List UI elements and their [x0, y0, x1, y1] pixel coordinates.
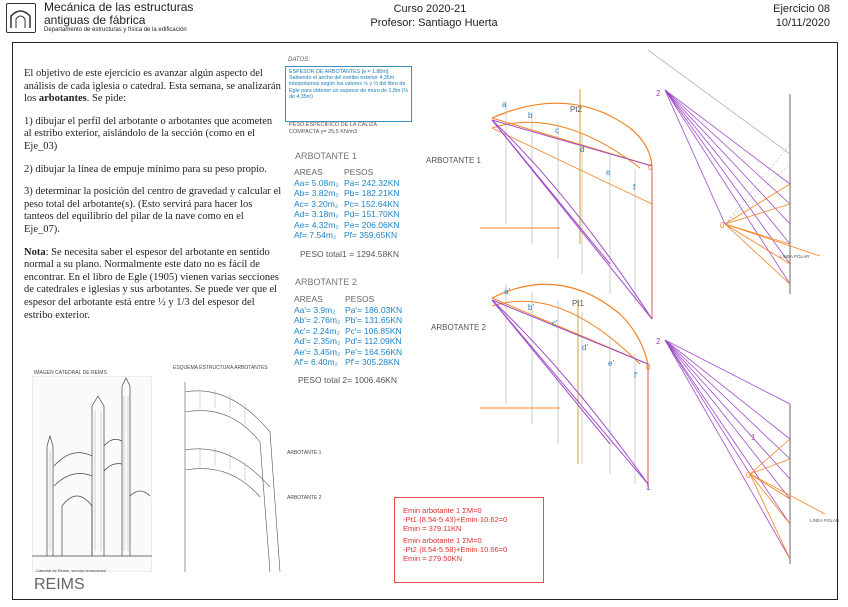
drawing-label-arbotante2: ARBOTANTE 2 [431, 323, 486, 332]
arbotante1-pesos: PESOS Pa= 242.32KN Pb= 182.21KN Pc= 152.64KN Pd= 151.70KN Pe= 206.06KN Pf= 359.65KN [344, 167, 400, 240]
reims-title: REIMS [34, 576, 85, 593]
intro-paragraph-1: El objetivo de este ejercicio es avanzar algún aspecto del análisis de cada iglesia o catedral. Esta semana, se analizarán los arbotantes. Se pide: [24, 68, 281, 105]
svg-text:b: b [528, 111, 533, 120]
arbotante1-title: ARBOTANTE 1 [295, 151, 357, 161]
drawing-label-arbotante1: ARBOTANTE 1 [426, 156, 481, 165]
svg-text:f: f [633, 183, 636, 192]
course-title-line2: antiguas de fábrica [44, 13, 146, 27]
force-polygon-2 [656, 337, 840, 564]
svg-text:0: 0 [746, 471, 751, 480]
arbotante2-areas: AREAS Aa'= 3.9m₂ Ab'= 2.76m₂ Ac'= 2.24m₂ Ad'= 2.35m₂ Ae'= 3.45m₂ Af'= 6.40m₂ [294, 294, 341, 367]
svg-text:LÍNEA POLAR: LÍNEA POLAR [810, 518, 840, 523]
exercise-date: 10/11/2020 [775, 17, 830, 29]
svg-text:LÍNEA POLAR: LÍNEA POLAR [780, 254, 810, 259]
datos-explanation: Sabiendo el ancho del estribo exterior 4,35m interpolamos según los valores ½ y ⅓ del libro de Egle para obtener un espesor de muro de 1,8m (⅔ de 4,35m) [289, 75, 408, 100]
intro-text [24, 68, 282, 332]
svg-text:f': f' [634, 371, 638, 380]
svg-text:1: 1 [646, 483, 651, 492]
svg-text:e': e' [608, 359, 614, 368]
svg-text:1: 1 [751, 433, 756, 442]
intro-paragraph-4: 3) determinar la posición del centro de gravedad y calcular el peso total del arbotante(s). (Esto servirá para hacer los tanteos del equilibrio del pilar de la nave como en el Eje_07). [24, 186, 282, 235]
svg-text:c: c [555, 126, 559, 135]
force-polygon-1 [648, 50, 820, 294]
intro-paragraph-3: 2) dibujar la línea de empuje mínimo para su peso propio. [24, 163, 267, 175]
school-logo-icon [6, 3, 36, 33]
datos-label: DATOS: [288, 57, 310, 63]
intro-paragraph-2: 1) dibujar el perfil del arbotante o arbotantes que acometen al estribo exterior, aislándolo de la sección (como en el Eje_03) [24, 115, 273, 152]
svg-text:0: 0 [646, 363, 651, 372]
svg-text:c': c' [552, 319, 558, 328]
emin-box: Emin arbotante 1 ΣM=0 -Pt1·(8.54-5.43)+Emin·10.62=0 Emin = 379.11KN Emin arbotante 1 ΣM=0 -Pt2·(8.54-5.58)+Emin·10.66=0 Emin = 279.50KN [394, 497, 544, 583]
svg-text:2: 2 [656, 337, 661, 346]
svg-text:0: 0 [720, 221, 725, 230]
svg-text:0: 0 [648, 163, 653, 172]
cathedral-image-note: Catedral de Reims, sección transversal [36, 568, 106, 573]
scheme-label-arbotante2: ARBOTANTE 2 [287, 495, 322, 501]
pt1-label: Pt1 [572, 299, 585, 308]
svg-text:a: a [502, 100, 507, 109]
svg-text:d: d [580, 145, 585, 154]
arbotante1-total: PESO total1 = 1294.58KN [300, 249, 399, 259]
scheme-caption: ESQUEMA ESTRUCTURA ARBOTANTES [173, 365, 268, 371]
pt2-label: Pt2 [570, 105, 583, 114]
arbotante2-title: ARBOTANTE 2 [295, 277, 357, 287]
cathedral-section-image [32, 376, 152, 572]
svg-text:a': a' [504, 287, 510, 296]
datos-thickness: ESPESOR DE ARBOTANTES [e = 1.80m] [289, 69, 389, 75]
exercise-number: Ejercicio 08 [773, 3, 830, 15]
flying-buttress-scheme [180, 372, 290, 572]
svg-text:b': b' [528, 303, 534, 312]
arbotante-drawings [420, 44, 840, 564]
professor: Profesor: Santiago Huerta [370, 17, 498, 29]
scheme-label-arbotante1: ARBOTANTE 1 [287, 450, 322, 456]
department: Departamento de estructuras y física de la edificación [44, 27, 187, 33]
specific-weight: PESO ESPECIFICO DE LA CALIZA COMPACTA γ= 25,5 KN/m3 [289, 122, 378, 135]
datos-box [285, 66, 412, 122]
arbotante2-pesos: PESOS Pa'= 186.03KN Pb'= 131.65KN Pc'= 106.85KN Pd'= 112.09KN Pe'= 164.56KN Pf'= 305.28KN [345, 294, 403, 367]
arbotante2-profile [480, 284, 651, 492]
arbotante2-total: PESO total 2= 1006.46KN [298, 375, 397, 385]
course-year: Curso 2020-21 [393, 3, 467, 15]
arbotante1-areas: AREAS Aa= 5.08m₂ Ab= 3.82m₂ Ac= 3.20m₂ Ad= 3.18m₂ Ae= 4.32m₂ Af= 7.54m₂ [294, 167, 339, 240]
course-title-line1: Mecánica de las estructuras [44, 0, 194, 14]
course-title [44, 1, 193, 27]
cathedral-image-caption: IMAGEN CATEDRAL DE REIMS [34, 370, 107, 376]
svg-text:e: e [606, 168, 611, 177]
svg-text:2: 2 [656, 89, 661, 98]
intro-note: Nota: Se necesita saber el espesor del arbotante en sentido normal a su plano. Normalmente este dato no es fácil de encontrar. En el libro de Egle (1905) vienen varias secciones de catedrales e iglesias y sus arbotantes. Se puede ver que el espesor del arbotante está entre ½ y 1/3 del espesor del estribo exterior. [24, 246, 279, 321]
svg-text:d': d' [582, 343, 588, 352]
